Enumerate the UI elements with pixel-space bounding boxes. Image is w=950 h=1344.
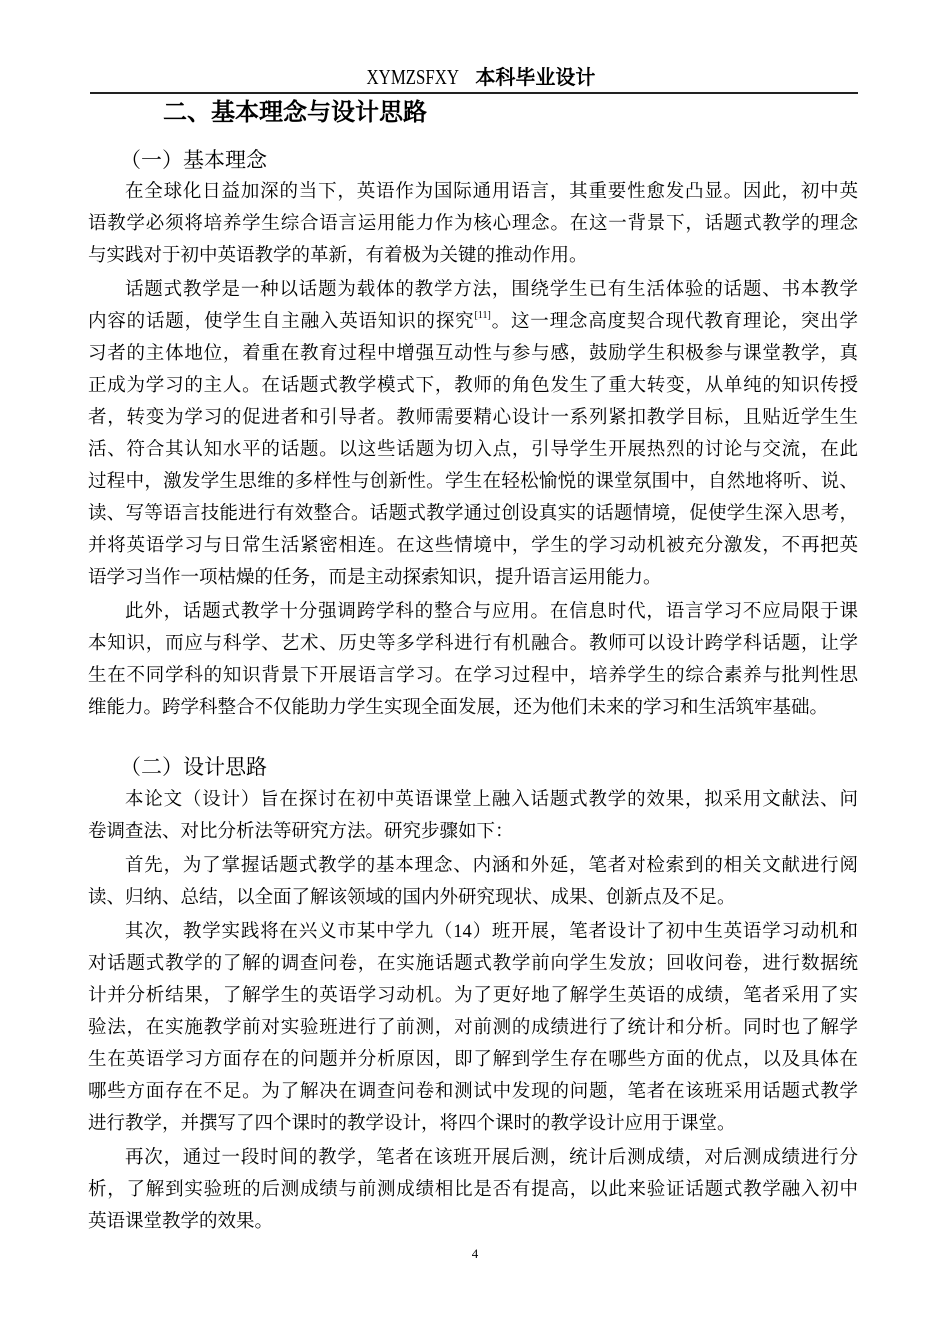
header-code: XYMZSFXY bbox=[366, 65, 459, 89]
text-line: 活、符合其认知水平的话题。以这些话题为切入点，引导学生开展热烈的讨论与交流，在此 bbox=[88, 440, 858, 460]
page-header bbox=[0, 62, 950, 92]
text-line: 进行教学，并撰写了四个课时的教学设计，将四个课时的教学设计应用于课堂。 bbox=[88, 1114, 736, 1134]
subsection-body-1 bbox=[88, 176, 858, 726]
text-line: 生在英语学习方面存在的问题并分析原因，即了解到学生存在哪些方面的优点，以及具体在 bbox=[88, 1050, 858, 1070]
text-segment: 。这一理念高度契合现代教育理论，突出学 bbox=[490, 312, 858, 332]
paragraph bbox=[88, 274, 858, 594]
text-line: 与实践对于初中英语教学的革新，有着极为关键的推动作用。 bbox=[88, 246, 588, 266]
subsection-heading-2: （二）设计思路 bbox=[120, 755, 267, 779]
text-line: 语学习当作一项枯燥的任务，而是主动探索知识，提升语言运用能力。 bbox=[88, 568, 662, 588]
text-line: 并将英语学习与日常生活紧密相连。在这些情境中，学生的学习动机被充分激发，不再把英 bbox=[88, 536, 858, 556]
section-title: 二、基本理念与设计思路 bbox=[163, 98, 427, 126]
text-segment: 内容的话题，使学生自主融入英语知识的探究 bbox=[88, 312, 475, 332]
paragraph bbox=[88, 176, 858, 272]
text-line: 习者的主体地位，着重在教育过程中增强互动性与参与感，鼓励学生积极参与课堂教学，真 bbox=[88, 344, 858, 364]
text-line: 哪些方面存在不足。为了解决在调查问卷和测试中发现的问题，笔者在该班采用话题式教学 bbox=[88, 1082, 858, 1102]
text-line: 首先，为了掌握话题式教学的基本理念、内涵和外延，笔者对检索到的相关文献进行阅 bbox=[125, 856, 858, 876]
paragraph bbox=[88, 596, 858, 724]
text-line: 维能力。跨学科整合不仅能助力学生实现全面发展，还为他们未来的学习和生活筑牢基础。 bbox=[88, 698, 829, 718]
citation-reference[interactable]: [11] bbox=[474, 310, 491, 321]
text-line: 者，转变为学习的促进者和引导者。教师需要精心设计一系列紧扣教学目标，且贴近学生生 bbox=[88, 408, 858, 428]
text-line: 在全球化日益加深的当下，英语作为国际通用语言，其重要性愈发凸显。因此，初中英 bbox=[125, 182, 858, 202]
text-line: 读、归纳、总结，以全面了解该领域的国内外研究现状、成果、创新点及不足。 bbox=[88, 888, 736, 908]
text-line: 正成为学习的主人。在话题式教学模式下，教师的角色发生了重大转变，从单纯的知识传授 bbox=[88, 376, 858, 396]
header-rule bbox=[90, 92, 858, 94]
text-line: 话题式教学是一种以话题为载体的教学方法，围绕学生已有生活体验的话题、书本教学 bbox=[125, 280, 858, 300]
subsection-heading-1: （一）基本理念 bbox=[120, 148, 267, 172]
text-line: 对话题式教学的了解的调查问卷，在实施话题式教学前向学生发放；回收问卷，进行数据统 bbox=[88, 954, 858, 974]
text-line: 再次，通过一段时间的教学，笔者在该班开展后测，统计后测成绩，对后测成绩进行分 bbox=[125, 1148, 858, 1168]
text-line: 计并分析结果，了解学生的英语学习动机。为了更好地了解学生英语的成绩，笔者采用了实 bbox=[88, 986, 858, 1006]
text-line bbox=[88, 306, 858, 338]
text-line: 其次，教学实践将在兴义市某中学九（14）班开展，笔者设计了初中生英语学习动机和 bbox=[125, 922, 858, 942]
paragraph bbox=[88, 1142, 858, 1238]
text-line: 卷调查法、对比分析法等研究方法。研究步骤如下： bbox=[88, 822, 514, 842]
text-line: 验法，在实施教学前对实验班进行了前测，对前测的成绩进行了统计和分析。同时也了解学 bbox=[88, 1018, 858, 1038]
text-line: 生在不同学科的知识背景下开展语言学习。在学习过程中，培养学生的综合素养与批判性思 bbox=[88, 666, 858, 686]
text-line: 英语课堂教学的效果。 bbox=[88, 1212, 274, 1232]
paragraph bbox=[88, 850, 858, 914]
subsection-body-2 bbox=[88, 784, 858, 1240]
text-line: 本论文（设计）旨在探讨在初中英语课堂上融入话题式教学的效果，拟采用文献法、问 bbox=[125, 790, 858, 810]
page-number: 4 bbox=[471, 1246, 479, 1261]
text-line: 析，了解到实验班的后测成绩与前测成绩相比是否有提高，以此来验证话题式教学融入初中 bbox=[88, 1180, 858, 1200]
text-line: 此外，话题式教学十分强调跨学科的整合与应用。在信息时代，语言学习不应局限于课 bbox=[125, 602, 858, 622]
header-title: 本科毕业设计 bbox=[475, 65, 596, 89]
paragraph bbox=[88, 784, 858, 848]
text-line: 过程中，激发学生思维的多样性与创新性。学生在轻松愉悦的课堂氛围中，自然地将听、说、 bbox=[88, 472, 858, 492]
text-line: 读、写等语言技能进行有效整合。话题式教学通过创设真实的话题情境，促使学生深入思考， bbox=[88, 504, 858, 524]
paragraph bbox=[88, 916, 858, 1140]
text-line: 语教学必须将培养学生综合语言运用能力作为核心理念。在这一背景下，话题式教学的理念 bbox=[88, 214, 858, 234]
text-line: 本知识，而应与科学、艺术、历史等多学科进行有机融合。教师可以设计跨学科话题，让学 bbox=[88, 634, 858, 654]
